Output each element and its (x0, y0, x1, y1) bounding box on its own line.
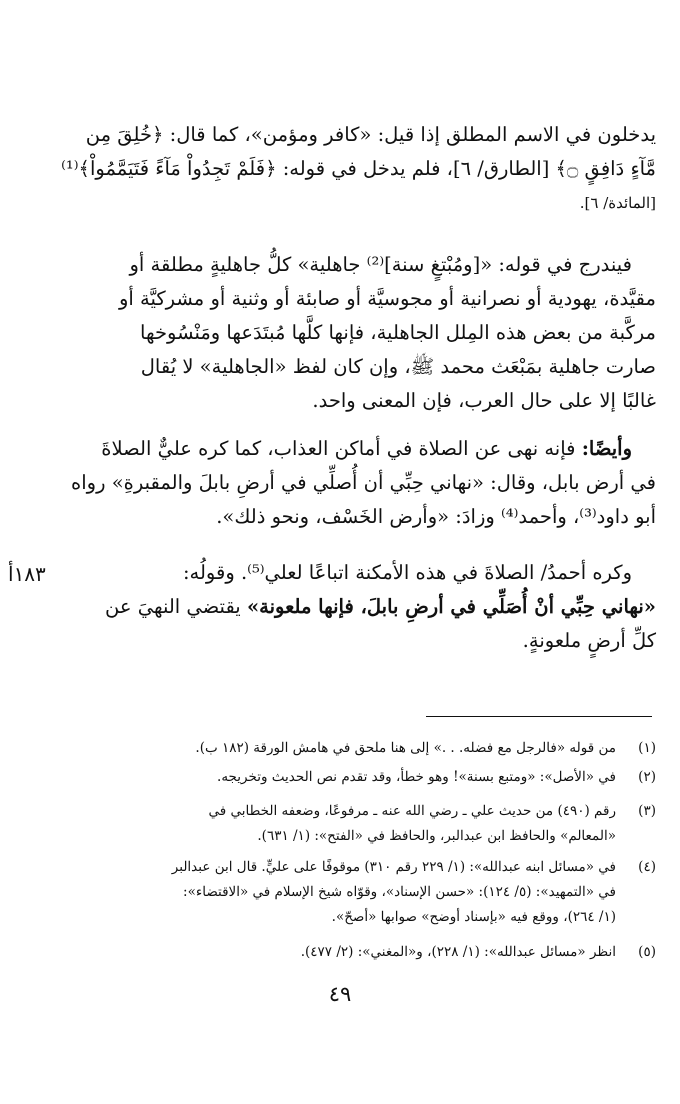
footnote (70, 765, 656, 790)
footnote-text (70, 765, 616, 790)
text-line: رقم (٤٩٠) من حديث علي ـ رضي الله عنه ـ مرفوعًا، وضعفه الخطابي في (208, 803, 616, 819)
footnote-divider (426, 716, 652, 717)
text-line (70, 432, 656, 466)
text-line: يدخلون في الاسم المطلق إذا قيل: «كافر ومؤمن»، كما قال: ﴿خُلِقَ مِن (85, 123, 656, 146)
text-line: انظر «مسائل عبدالله»: (١/ ٢٢٨)، و«المغني»: (٢/ ٤٧٧). (300, 944, 616, 960)
footnote-number: (٣) (638, 803, 656, 819)
text-line: وكره أحمدُ/ الصلاةَ في هذه الأمكنة اتباعًا لعلي⁽⁵⁾. وقولُه: (182, 561, 632, 584)
paragraph-3 (70, 432, 656, 534)
footnote-number: (٤) (638, 859, 656, 875)
text-line: كلِّ أرضٍ ملعونةٍ. (522, 629, 656, 652)
text-line: أبو داود⁽³⁾، وأحمد⁽⁴⁾ وزادَ: «وأرض الخَسْف، ونحو ذلك». (216, 505, 656, 528)
footnote (70, 799, 656, 849)
text-line: في «الأصل»: «ومتبع بسنة»! وهو خطأ، وقد تقدم نص الحديث وتخريجه. (217, 769, 616, 785)
bold-quote: «نهاني حِبِّي أنْ أُصَلِّي في أرضِ بابلَ، فإنها ملعونة» (246, 595, 656, 618)
paragraph-4 (70, 556, 656, 658)
text-line: «المعالم» والحافظ ابن عبدالبر، والحافظ في «الفتح»: (١/ ٦٣١). (257, 828, 616, 844)
text-line: صارت جاهلية بمَبْعَث محمد ﷺ، وإن كان لفظ «الجاهلية» لا يُقال (140, 355, 656, 378)
footnote-text (70, 940, 616, 965)
text-line: من قوله «فالرجل مع فضله. . .» إلى هنا ملحق في هامش الورقة (١٨٢ ب). (195, 740, 616, 756)
text-line: مَّآءٍ دَافِقٍ ۝﴾ [الطارق/ ٦]، فلم يدخل في قوله: ﴿فَلَمْ تَجِدُواْ مَآءً فَتَيَمَّمُواْ﴾⁽¹⁾ (61, 157, 656, 180)
text-line: في أرض بابل، وقال: «نهاني حِبِّي أن أُصلِّي في أرضِ بابلَ والمقبرةِ» رواه (71, 471, 656, 494)
footnote-text (70, 736, 616, 761)
bold-lead: وأيضًا: (581, 437, 632, 460)
folio-margin-note: ١٨٣أ (8, 562, 46, 586)
text-line: في «مسائل ابنه عبدالله»: (١/ ٢٢٩ رقم ٣١٠) موقوفًا على عليٍّ. قال ابن عبدالبر (171, 859, 616, 875)
text-line (70, 590, 656, 624)
text-run: فإنه نهى عن الصلاة في أماكن العذاب، كما كره عليٌّ الصلاةَ (101, 437, 582, 460)
text-line: في «التمهيد»: (٥/ ١٢٤): «حسن الإسناد»، وقوّاه شيخ الإسلام في «الاقتضاء»: (183, 884, 616, 900)
footnote-text (70, 799, 616, 849)
text-line: مركَّبة من بعض هذه المِلل الجاهلية، فإنها كلَّها مُبتَدَعها ومَنْسُوخها (140, 321, 656, 344)
footnote-number: (٢) (638, 769, 656, 785)
footnote (70, 736, 656, 761)
footnote (70, 855, 656, 930)
footnote-number: (٥) (638, 944, 656, 960)
text-line: فيندرج في قوله: «[ومُبْتغٍ سنة]⁽²⁾ جاهلية» كلُّ جاهليةٍ مطلقة أو (129, 253, 632, 276)
text-line: (١/ ٢٦٤)، ووقع فيه «بإسناد أوضح» صوابها «أصحّ». (331, 909, 616, 925)
paragraph-1 (61, 118, 656, 220)
paragraph-2 (70, 248, 656, 418)
text-line: مقيَّدة، يهودية أو نصرانية أو مجوسيَّة أو صابئة أو وثنية أو مشركيَّة أو (118, 287, 656, 310)
text-run: يقتضي النهيَ عن (105, 595, 247, 618)
footnote-text (70, 855, 616, 930)
text-line: [المائدة/ ٦]. (579, 194, 656, 212)
footnote (70, 940, 656, 965)
page-number: ٤٩ (328, 982, 352, 1006)
footnote-number: (١) (638, 740, 656, 756)
text-line: غالبًا إلا على حال العرب، فإن المعنى واحد. (312, 389, 656, 412)
